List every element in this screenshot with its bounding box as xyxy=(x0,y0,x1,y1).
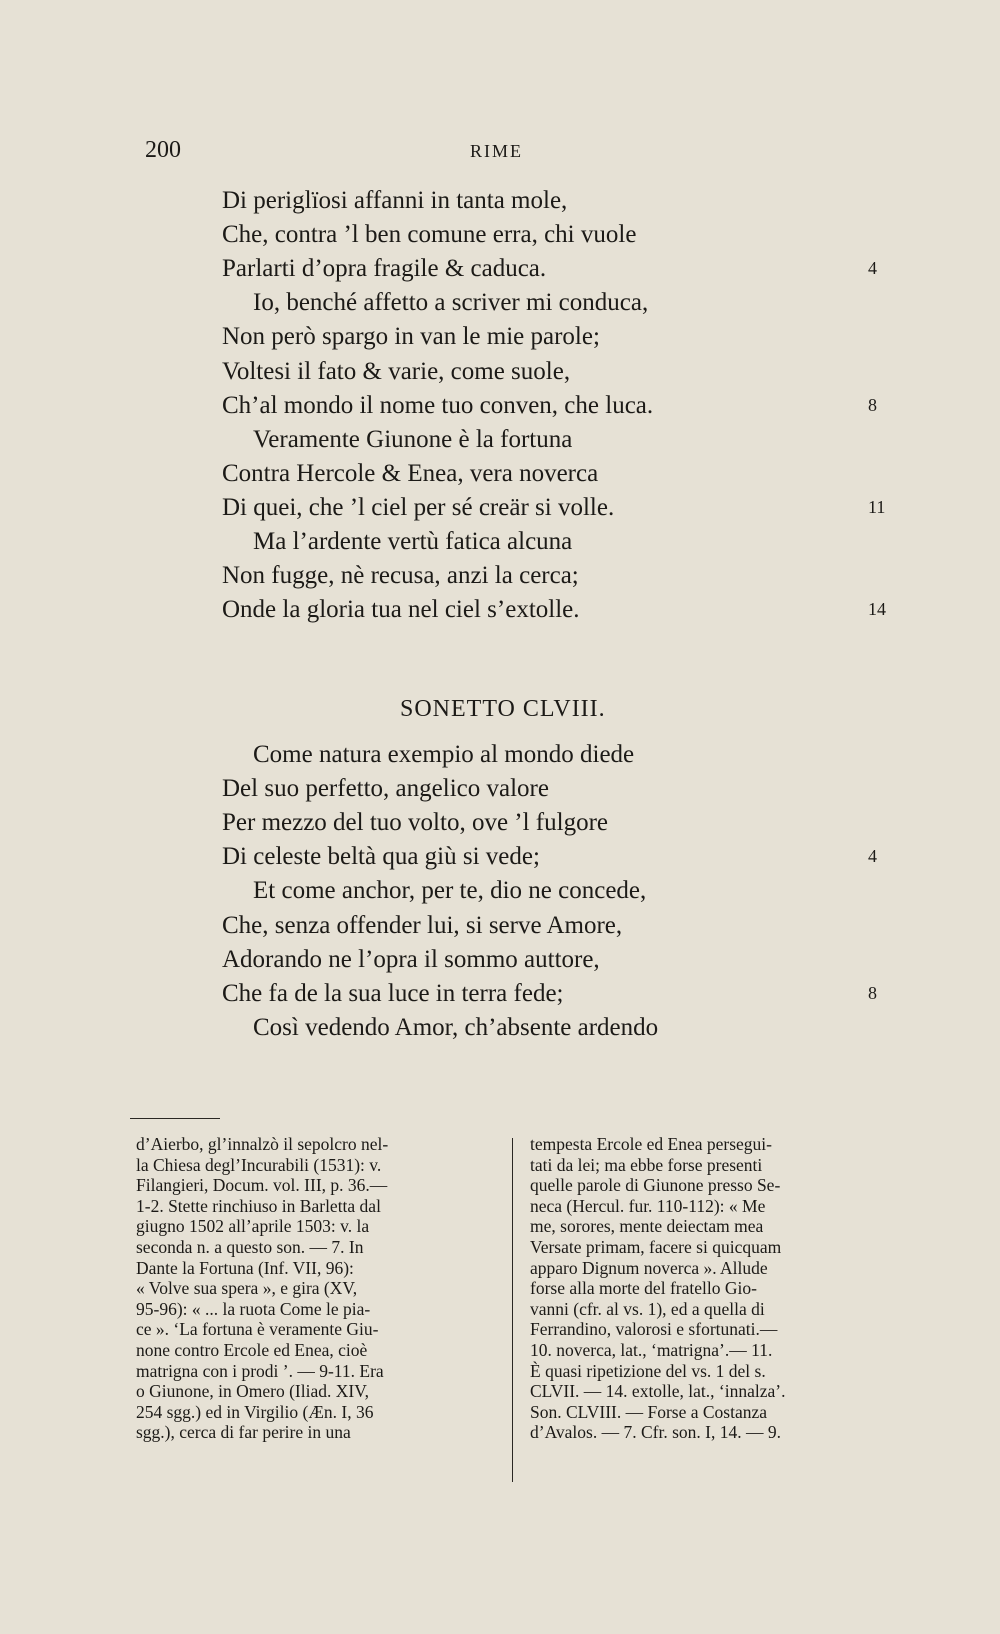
verse-line: Che, contra ’l ben comune erra, chi vuole xyxy=(222,221,637,249)
verse-line: Voltesi il fato & varie, come suole, xyxy=(222,357,571,385)
verse-line: Et come anchor, per te, dio ne concede, xyxy=(253,877,647,905)
verse-line: Ch’al mondo il nome tuo conven, che luca. xyxy=(222,391,654,419)
footnote-line: ce ». ‘La fortuna è veramente Giu- xyxy=(136,1319,379,1340)
footnote-line: forse alla morte del fratello Gio- xyxy=(530,1278,757,1299)
footnote-line: Son. CLVIII. — Forse a Costanza xyxy=(530,1401,768,1422)
verse-line: Contra Hercole & Enea, vera noverca xyxy=(222,459,599,487)
footnote-line: Dante la Fortuna (Inf. VII, 96): xyxy=(136,1257,354,1278)
verse-line-number: 8 xyxy=(868,982,877,1003)
footnote-line: Filangieri, Docum. vol. III, p. 36.— xyxy=(136,1175,388,1196)
page-header xyxy=(0,133,1000,173)
sonnet-heading: SONETTO CLVIII. xyxy=(400,696,606,722)
footnote-line: « Volve sua spera », e gira (XV, xyxy=(136,1278,358,1299)
verse-line-number: 8 xyxy=(868,394,877,415)
footnote-line: Ferrandino, valorosi e sfortunati.— xyxy=(530,1319,778,1340)
verse-line: Veramente Giunone è la fortuna xyxy=(253,425,573,453)
footnote-line: tempesta Ercole ed Enea persegui- xyxy=(530,1134,772,1154)
footnote-line: Versate primam, facere si quicquam xyxy=(530,1237,782,1257)
verse-line: Di periglïosi affanni in tanta mole, xyxy=(222,187,568,214)
verse-line: Adorando ne l’opra il sommo auttore, xyxy=(222,945,600,973)
verse-line: Non fugge, nè recusa, anzi la cerca; xyxy=(222,562,579,590)
verse-line: Ma l’ardente vertù fatica alcuna xyxy=(253,528,573,555)
verse-line: Che, senza offender lui, si serve Amore, xyxy=(222,911,623,939)
verse-line-number: 14 xyxy=(868,599,886,620)
verse-line: Come natura exempio al mondo diede xyxy=(253,741,635,768)
page-number: 200 xyxy=(145,137,181,163)
footnote-line: CLVII. — 14. extolle, lat., ‘innalza’. xyxy=(530,1381,786,1402)
verse-line: Parlarti d’opra fragile & caduca. xyxy=(222,255,547,283)
footnote-line: seconda n. a questo son. — 7. In xyxy=(136,1237,364,1257)
footnote-line: none contro Ercole ed Enea, cioè xyxy=(136,1340,368,1360)
footnote-line: me, sorores, mente deiectam mea xyxy=(530,1216,764,1237)
verse-line: Del suo perfetto, angelico valore xyxy=(222,775,549,803)
footnote-column-divider xyxy=(512,1138,513,1482)
verse-line: Io, benché affetto a scriver mi conduca, xyxy=(253,289,649,317)
verse-line-number: 4 xyxy=(868,258,877,279)
footnote-line: È quasi ripetizione del vs. 1 del s. xyxy=(530,1360,766,1381)
verse-line: Di quei, che ’l ciel per sé creär si volle. xyxy=(222,493,615,521)
footnote-line: 95-96): « ... la ruota Come le pia- xyxy=(136,1298,371,1319)
footnote-line: o Giunone, in Omero (Iliad. XIV, xyxy=(136,1381,369,1402)
footnote-line: d’Avalos. — 7. Cfr. son. I, 14. — 9. xyxy=(530,1422,781,1443)
verse-line-number: 4 xyxy=(868,846,877,867)
footnote-line: 254 sgg.) ed in Virgilio (Æn. I, 36 xyxy=(136,1401,374,1422)
verse-line-number: 11 xyxy=(868,496,886,517)
footnote-line: neca (Hercul. fur. 110-112): « Me xyxy=(530,1195,766,1216)
footnote-line: 10. noverca, lat., ‘matrigna’.— 11. xyxy=(530,1340,773,1360)
footnote-rule xyxy=(130,1118,220,1119)
verse-line: Onde la gloria tua nel ciel s’extolle. xyxy=(222,596,580,624)
verse-line: Così vedendo Amor, ch’absente ardendo xyxy=(253,1013,659,1041)
footnote-line: apparo Dignum noverca ». Allude xyxy=(530,1257,768,1278)
footnote-line: matrigna con i prodi ’. — 9-11. Era xyxy=(136,1360,384,1381)
verse-line: Per mezzo del tuo volto, ove ’l fulgore xyxy=(222,809,608,837)
verse-line: Non però spargo in van le mie parole; xyxy=(222,323,600,351)
footnote-line: quelle parole di Giunone presso Se- xyxy=(530,1175,781,1196)
running-title: RIME xyxy=(470,141,523,161)
footnote-line: giugno 1502 all’aprile 1503: v. la xyxy=(136,1216,370,1237)
footnote-line: sgg.), cerca di far perire in una xyxy=(136,1422,351,1443)
footnote-line: tati da lei; ma ebbe forse presenti xyxy=(530,1154,763,1175)
verse-line: Che fa de la sua luce in terra fede; xyxy=(222,979,564,1007)
footnote-line: d’Aierbo, gl’innalzò il sepolcro nel- xyxy=(136,1134,389,1154)
footnote-line: la Chiesa degl’Incurabili (1531): v. xyxy=(136,1154,382,1175)
verse-line: Di celeste beltà qua giù si vede; xyxy=(222,843,540,871)
footnote-line: vanni (cfr. al vs. 1), ed a quella di xyxy=(530,1298,765,1319)
footnote-line: 1-2. Stette rinchiuso in Barletta dal xyxy=(136,1195,381,1216)
